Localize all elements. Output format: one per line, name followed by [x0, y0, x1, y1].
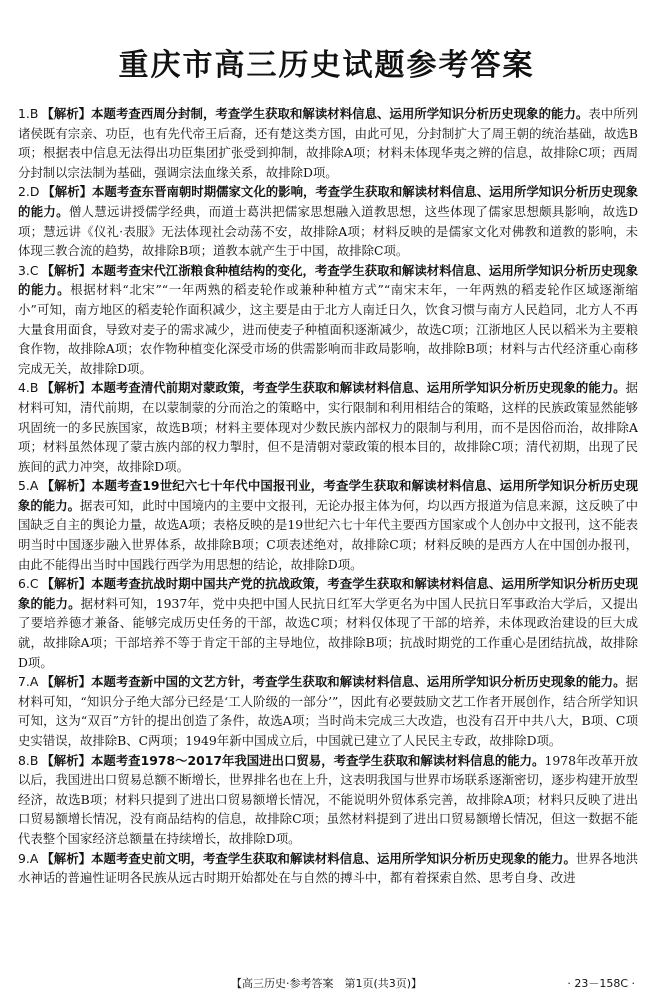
item-analysis-body: 据表可知，此时中国境内的主要中文报刊，无论办报主体为何，均以西方报道为信息来源，这反映了中国缺乏自主的舆论力量，故选A项；表格反映的是19世纪六七十年代主要西方国家或个人创办中文报刊，这不能表明当时中国逐步融入世界体系，故排除B项；C项表述绝对，故排除C项；材料反映的是西方人在中国创办报刊，由此不能得出当时中国践行西学为用思想的结论，故排除D项。 [18, 497, 639, 572]
item-analysis-body: 表中所列诸侯既有宗亲、功臣，也有先代帝王后裔，还有楚这类方国，由此可见，分封制扩大了周王朝的统治基础，故选B项；根据表中信息无法得出功臣集团扩张受到抑制，故排除A项；材料未体现华夷之辨的信息，故排除C项；西周分封制以宗法制为基础，强调宗法血缘关系，故排除D项。 [18, 106, 639, 180]
answer-item [18, 261, 638, 379]
answer-item [18, 672, 638, 750]
item-analysis-body: 僧人慧远讲授儒学经典，而道士葛洪把儒家思想融入道教思想，这些体现了儒家思想颇具影响，故选D项；慧远讲《仪礼·表服》无法体现社会动荡不安，故排除A项；材料反映的是儒家文化对佛教和道教的影响，未体现三教合流的趋势，故排除B项；道教本就产生于中国，故排除C项。 [18, 203, 639, 259]
item-analysis-lead: 【解析】本题考查19世纪六七十年代中国报刊业，考查学生获取和解读材料信息、运用所学知识分析历史现象的能力。 [18, 478, 638, 513]
item-answer: B [29, 106, 39, 121]
item-number: 2. [18, 184, 30, 200]
item-number: 7. [18, 674, 30, 690]
item-answer: B [29, 380, 39, 396]
page-title: 重庆市高三历史试题参考答案 [118, 48, 535, 83]
item-analysis-lead: 【解析】本题考查抗战时期中国共产党的抗战政策，考查学生获取和解读材料信息、运用所学知识分析历史现象的能力。 [18, 576, 638, 611]
item-analysis-lead: 【解析】本题考查宋代江浙粮食种植结构的变化，考查学生获取和解读材料信息、运用所学知识分析历史现象的能力。 [18, 262, 638, 298]
item-analysis-body: 世界各地洪水神话的普遍性证明各民族从远古时期开始都处在与自然的搏斗中，都有着探索自然、思考自身、改进 [18, 850, 639, 886]
item-analysis-lead: 【解析】本题考查西周分封制，考查学生获取和解读材料信息、运用所学知识分析历史现象的能力。 [41, 106, 589, 121]
item-analysis-lead: 【解析】本题考查新中国的文艺方针，考查学生获取和解读材料信息、运用所学知识分析历史现象的能力。 [41, 674, 626, 690]
item-number: 4. [18, 380, 30, 396]
answer-item [18, 574, 638, 672]
item-answer: C [29, 262, 39, 278]
answer-list [18, 104, 638, 888]
item-number: 8. [18, 752, 30, 768]
item-analysis-body: 根据材料“北宋”“一年两熟的稻麦轮作或兼种种植方式”“南宋末年，一年两熟的稻麦轮作区域逐渐缩小”可知，南方地区的稻麦轮作面积减少，这主要是由于北方人南迁日久，饮食习惯与南方人民趋同，北方人不再大量食用面食，导致对麦子的需求减少，进而使麦子种植面积逐渐减少，故选C项；江浙地区人民以稻米为主要粮食作物，故排除A项；农作物种植变化深受市场的供需影响而非政局影响，故排除B项；材料与古代经济重心南移完成无关，故排除D项。 [18, 282, 639, 376]
item-analysis-body: 据材料可知，1937年，党中央把中国人民抗日红军大学更名为中国人民抗日军事政治大学后，又提出了要培养德才兼备、能够完成历史任务的干部，故选C项；材料仅体现了干部的培养，未体现政治建设的巨大成就，故排除A项；干部培养不等于肯定干部的主导地位，故排除B项；抗战时期党的工作重心是团结抗战，故排除D项。 [18, 595, 638, 670]
item-answer: B [29, 752, 39, 768]
item-number: 3. [18, 262, 30, 278]
item-number: 6. [18, 576, 30, 592]
item-number: 5. [18, 478, 30, 494]
item-analysis-lead: 【解析】本题考查清代前期对蒙政策，考查学生获取和解读材料信息、运用所学知识分析历史现象的能力。 [41, 380, 626, 396]
item-answer: C [29, 576, 39, 592]
item-number: 9. [18, 850, 30, 866]
item-number: 1. [18, 106, 30, 121]
answer-item [18, 849, 638, 888]
answer-item [18, 104, 638, 182]
item-analysis-lead: 【解析】本题考查史前文明，考查学生获取和解读材料信息、运用所学知识分析历史现象的能力。 [41, 850, 576, 866]
item-answer: A [29, 674, 39, 690]
item-answer: A [29, 850, 39, 866]
answer-item [18, 751, 638, 849]
answer-item [18, 182, 638, 260]
item-answer: D [29, 184, 40, 200]
item-analysis-body: 1978年改革开放以后，我国进出口贸易总额不断增长，世界排名也在上升，这表明我国与世界市场联系逐渐密切，逐步构建开放型经济，故选B项；材料只提到了进出口贸易额增长情况，不能说明外贸体系完善，故排除A项；材料只反映了进出口贸易额增长情况，没有商品结构的信息，故排除C项；虽然材料提到了进出口贸易额增长情况，但这一数据不能代表整个国家经济总额量在持续增长，故排除D项。 [18, 752, 638, 846]
item-analysis-body: 据材料可知，清代前期，在以蒙制蒙的分而治之的策略中，实行限制和利用相结合的策略，这样的民族政策显然能够巩固统一的多民族国家，故选B项；材料主要体现对少数民族内部权力的限制与利用，而不是因俗而治，故排除A项；材料虽然体现了蒙古族内部的权力掣肘，但不是清朝对蒙政策的根本目的，故排除C项；清代初期，出现了民族间的武力冲突，故排除D项。 [18, 380, 638, 474]
answer-item [18, 476, 638, 574]
item-analysis-lead: 【解析】本题考查东晋南朝时期儒家文化的影响，考查学生获取和解读材料信息、运用所学知识分析历史现象的能力。 [18, 184, 638, 219]
item-analysis-lead: 【解析】本题考查1978～2017年我国进出口贸易，考查学生获取和解读材料信息的能力。 [41, 752, 545, 768]
answer-item [18, 378, 638, 476]
footer-page-info: 【高三历史·参考答案 第1页(共3页)】 [230, 977, 423, 990]
item-answer: A [29, 478, 39, 494]
page-footer [0, 973, 653, 993]
item-analysis-body: 据材料可知，“知识分子绝大部分已经是‘工人阶级的一部分’”，因此有必要鼓励文艺工作者开展创作，结合所学知识可知，这为“双百”方针的提出创造了条件，故选A项；当时尚未完成三大改造，也没有召开中共八大，B项、C项史实错误，故排除B、C两项；1949年新中国成立后，中国就已建立了人民民主专政，故排除D项。 [18, 674, 638, 748]
footer-doc-code: · 23－158C · [567, 977, 635, 990]
